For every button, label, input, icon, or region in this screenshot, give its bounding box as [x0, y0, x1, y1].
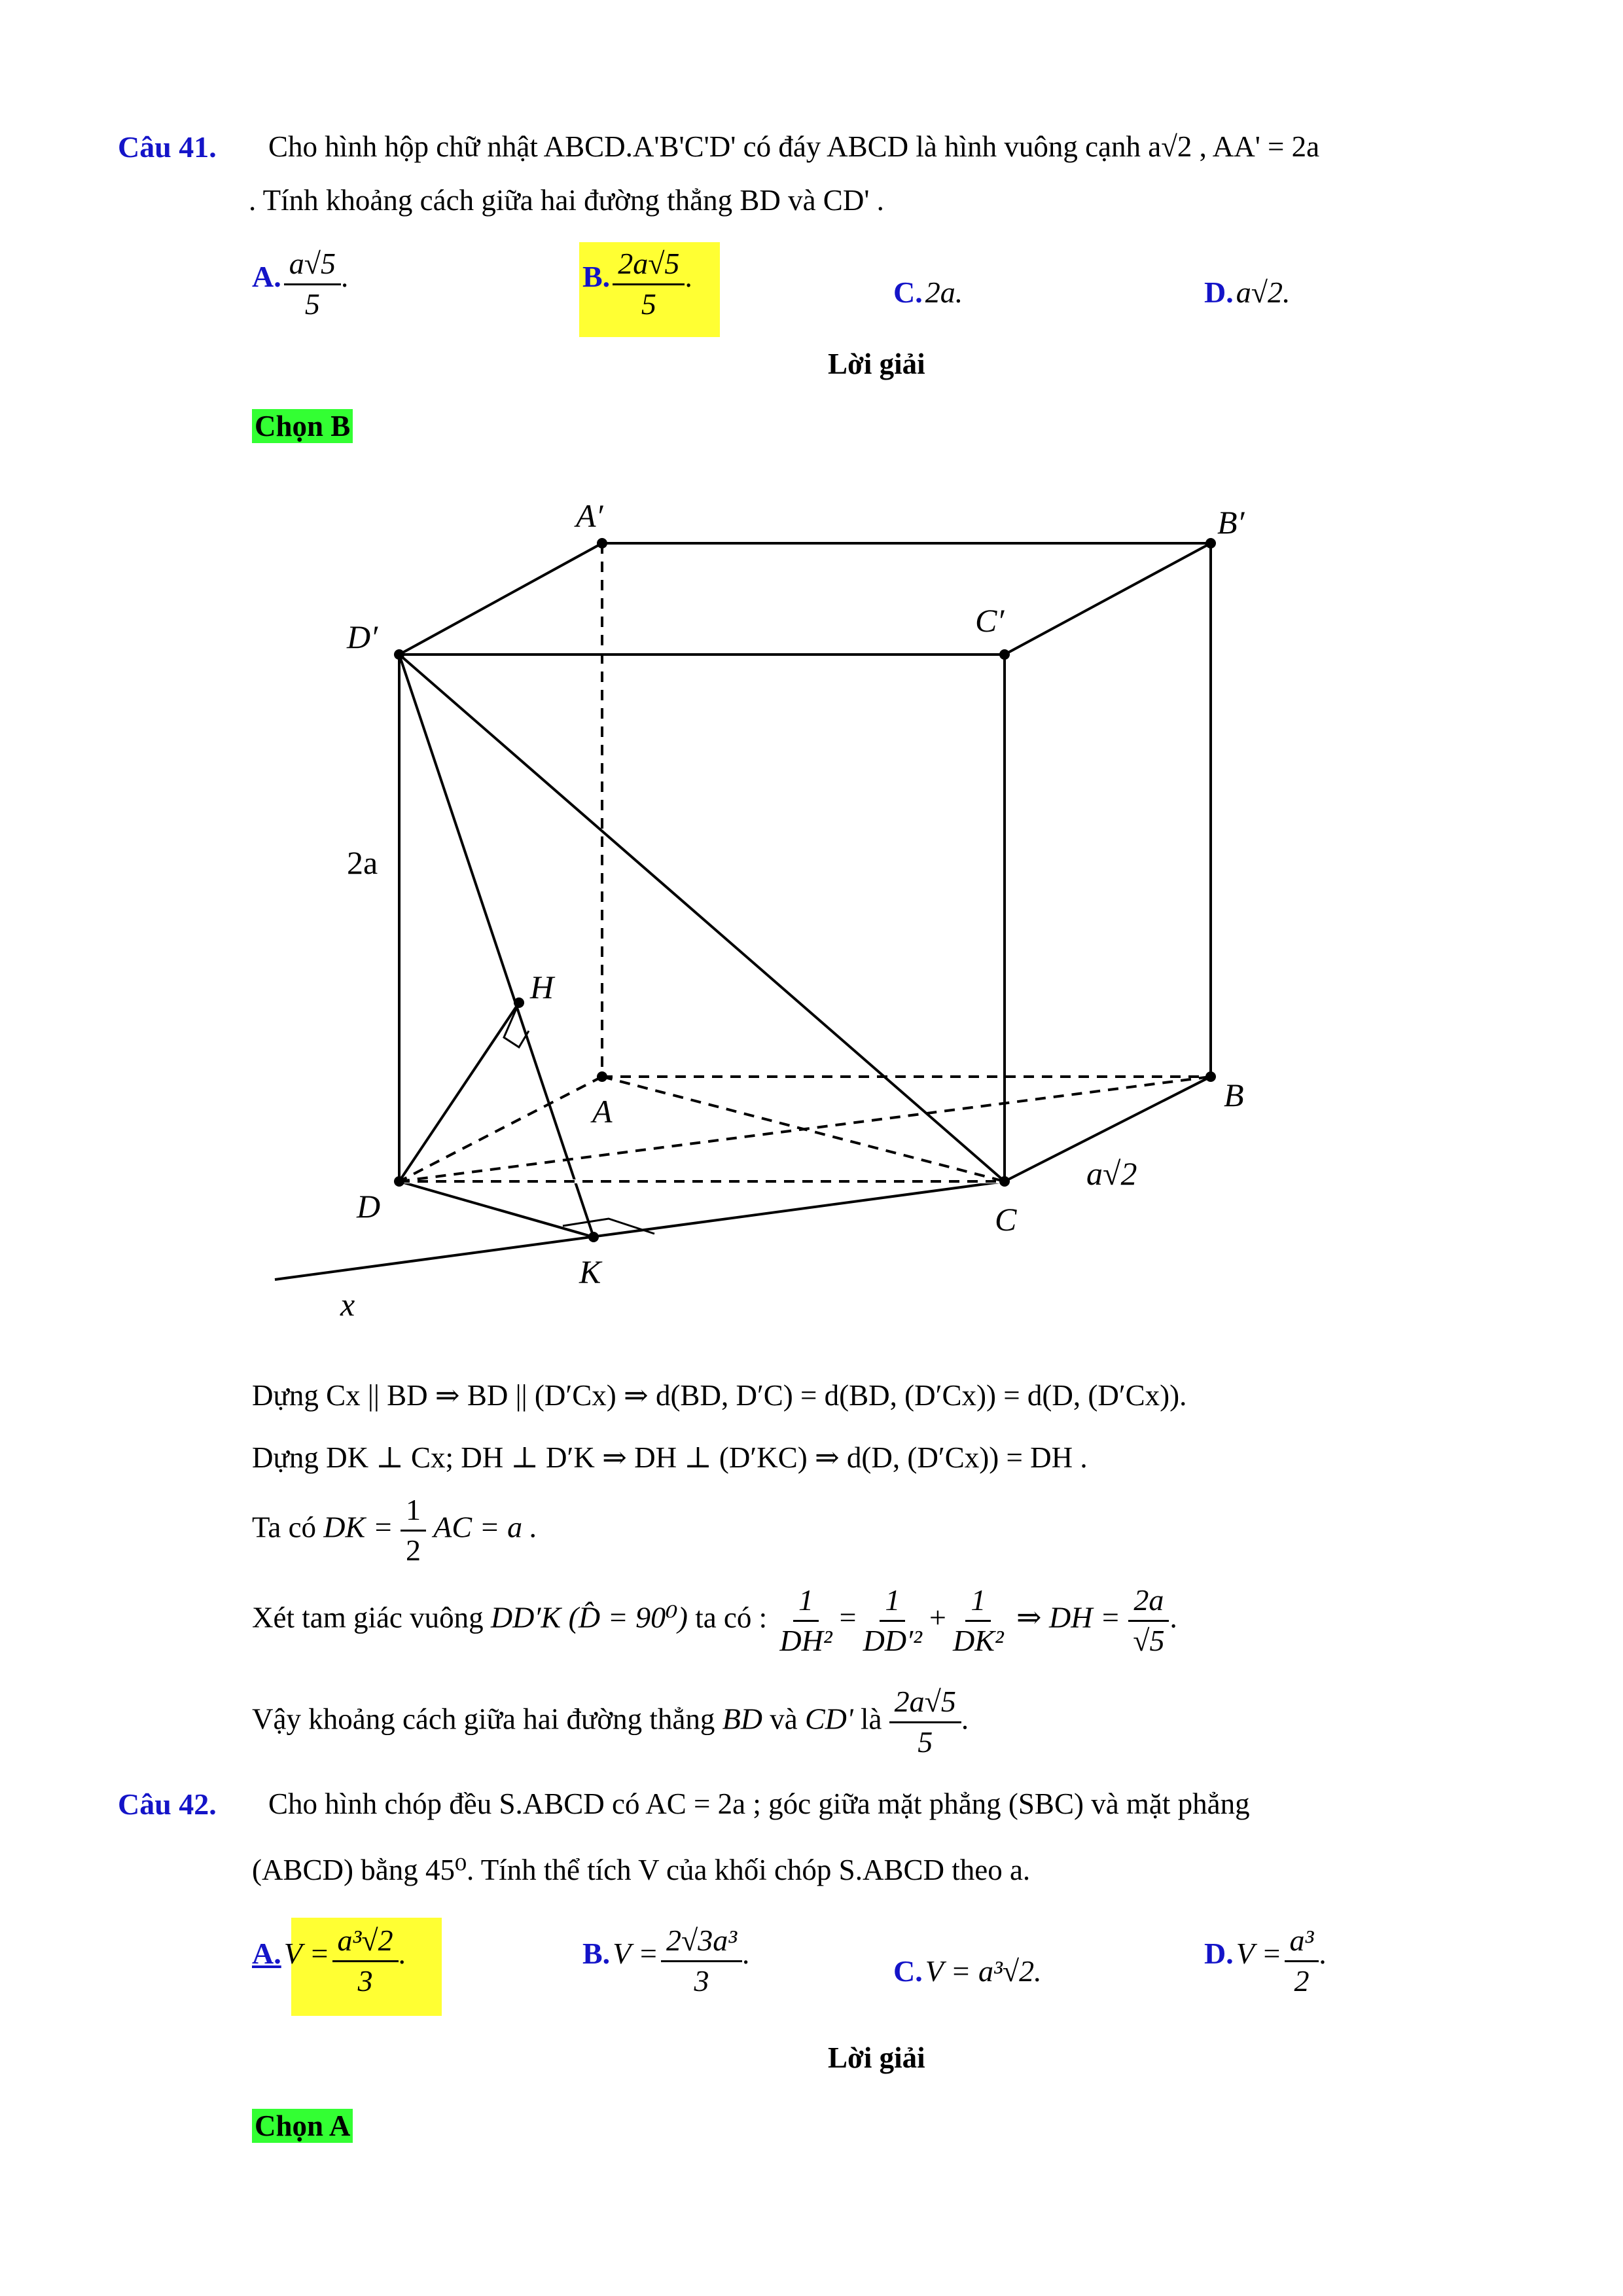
q42-option-b-fraction	[661, 1924, 742, 1998]
label-d: D	[357, 1188, 381, 1225]
segment-dk	[399, 1181, 594, 1237]
q41-step-4: Xét tam giác vuông DD′K (D̂ = 90⁰) ta có : $\frac{1}{\text{DH²}}$ = $\frac{1}{\text{DD′²}}$ + $\frac{1}{\text{DK²}}$ ⇒ DH = $\frac{2a}{√5}$ .	[252, 1583, 1177, 1657]
q42-option-d-suffix: .	[1319, 1937, 1327, 1970]
q41-step-4-tac: ta có :	[695, 1601, 768, 1634]
q42-chosen-answer: Chọn A	[252, 2109, 353, 2143]
q42-option-b-num: 2√3a³	[661, 1924, 742, 1962]
q42-option-b-label: B.	[582, 1936, 611, 1970]
label-c1: C′	[975, 602, 1005, 639]
q41-step-5: Vậy khoảng cách giữa hai đường thẳng BD và CD' là $\frac{2a√5}{5}$ .	[252, 1685, 969, 1759]
point-b1	[1205, 538, 1216, 548]
q42-option-d[interactable]	[1204, 1924, 1327, 1998]
q42-option-a-num: a³√2	[332, 1924, 399, 1962]
q41-step-5-answer	[889, 1685, 961, 1759]
label-x: x	[340, 1286, 355, 1323]
q41-solution-heading: Lời giải	[828, 348, 925, 380]
label-edge-a-sqrt2: a√2	[1086, 1155, 1137, 1192]
q42-option-a-den: 3	[357, 1964, 373, 1998]
q41-step-4-d1: DH²	[779, 1623, 832, 1657]
q41-option-a-num: a√5	[284, 247, 341, 285]
question-41-label: Câu 41.	[118, 130, 217, 164]
q41-step-5-la: là	[860, 1702, 882, 1736]
q42-option-b-lhs: V =	[613, 1936, 658, 1970]
q41-step-4-n3: 1	[965, 1584, 991, 1622]
q41-step-4-d3: DK²	[953, 1623, 1004, 1657]
q42-option-d-lhs: V =	[1236, 1936, 1282, 1970]
label-a: A	[592, 1093, 613, 1130]
q41-step-2: Dựng DK ⊥ Cx; DH ⊥ D′K ⇒ DH ⊥ (D′KC) ⇒ d(D, (D′Cx)) = DH .	[252, 1441, 1088, 1474]
point-k	[588, 1232, 599, 1242]
q41-step-3-half-den: 2	[406, 1533, 421, 1567]
label-d1: D′	[347, 619, 378, 655]
label-b1: B′	[1217, 504, 1245, 541]
q42-option-c-value: V = a³√2.	[925, 1954, 1042, 1988]
question-41-stem-line1: Cho hình hộp chữ nhật ABCD.A'B'C'D' có đáy ABCD là hình vuông cạnh a√2 , AA' = 2a	[268, 130, 1320, 163]
q41-option-a-suffix: .	[340, 260, 349, 293]
q41-option-b-num: 2a√5	[613, 247, 685, 285]
q42-option-d-num: a³	[1285, 1924, 1319, 1962]
q41-option-a-den: 5	[304, 287, 320, 321]
q41-step-5-prefix: Vậy khoảng cách giữa hai đường thẳng	[252, 1702, 715, 1736]
q41-step-5-full	[252, 1685, 253, 1686]
point-c	[999, 1176, 1010, 1187]
q41-option-b-den: 5	[641, 287, 656, 321]
q41-step-5-bd: BD	[722, 1702, 762, 1736]
point-h	[514, 997, 524, 1008]
q42-solution-heading: Lời giải	[828, 2041, 925, 2074]
q41-step-4-dh	[1128, 1584, 1169, 1657]
point-d1	[394, 649, 404, 660]
q41-option-c-label: C.	[893, 276, 923, 309]
q41-step-4-prefix: Xét tam giác vuông	[252, 1601, 484, 1634]
label-height-2a: 2a	[347, 844, 378, 881]
label-h: H	[530, 969, 554, 1005]
q41-option-c-value: 2a.	[925, 276, 963, 309]
q42-option-a[interactable]	[252, 1924, 406, 1998]
line-cx	[275, 1181, 1005, 1280]
q41-step-3-prefix: Ta có	[252, 1511, 317, 1544]
q41-step-4-d2: DD′²	[863, 1623, 922, 1657]
point-a	[597, 1071, 607, 1082]
q41-step-3-half	[401, 1494, 426, 1567]
edge-c1b1	[1005, 543, 1211, 655]
q41-step-4-frac1	[774, 1584, 837, 1657]
segment-dh	[399, 1003, 519, 1181]
q41-step-3	[252, 1494, 537, 1567]
q42-option-a-lhs: V =	[283, 1936, 330, 1970]
label-b: B	[1224, 1077, 1244, 1113]
q41-step-4-n2: 1	[880, 1584, 905, 1622]
label-a1: A′	[576, 497, 603, 534]
point-c1	[999, 649, 1010, 660]
q41-step-3-half-num: 1	[401, 1494, 426, 1532]
q41-step-4-frac2	[858, 1584, 927, 1657]
right-angle-h	[504, 1003, 529, 1047]
label-k: K	[579, 1253, 601, 1290]
q42-option-b[interactable]	[582, 1924, 749, 1998]
q41-option-a-label: A.	[252, 259, 281, 293]
q41-step-4-result: ⇒ DH =	[1016, 1600, 1120, 1634]
q41-option-d-value: a√2.	[1236, 276, 1291, 309]
q42-option-a-suffix: .	[398, 1937, 406, 1970]
q42-option-b-den: 3	[694, 1964, 709, 1998]
q42-option-b-suffix: .	[742, 1937, 750, 1970]
q41-chosen-answer: Chọn B	[252, 409, 353, 443]
question-42-label: Câu 42.	[118, 1787, 217, 1821]
q41-step-1: Dựng Cx || BD ⇒ BD || (D′Cx) ⇒ d(BD, D′C) = d(BD, (D′Cx)) = d(D, (D′Cx)).	[252, 1379, 1187, 1412]
q41-step-4-frac3	[948, 1584, 1009, 1657]
q41-step-4-rn: 2a	[1128, 1584, 1169, 1622]
question-42-stem-line1: Cho hình chóp đều S.ABCD có AC = 2a ; góc giữa mặt phẳng (SBC) và mặt phẳng	[268, 1787, 1250, 1820]
q41-step-5-cd: CD'	[804, 1702, 853, 1736]
question-41-stem-line2: . Tính khoảng cách giữa hai đường thẳng BD và CD' .	[249, 184, 884, 217]
q42-option-d-den: 2	[1294, 1964, 1310, 1998]
q41-option-b-suffix: .	[685, 260, 692, 293]
q41-step-4-triangle: DD′K (D̂ = 90⁰)	[490, 1600, 688, 1634]
q42-option-c-label: C.	[893, 1954, 923, 1988]
q41-step-4-rd: √5	[1133, 1623, 1165, 1657]
label-c: C	[995, 1201, 1017, 1238]
edge-ad-hidden	[399, 1077, 602, 1181]
point-a1	[597, 538, 607, 548]
q41-step-4-n1: 1	[793, 1584, 819, 1622]
point-b	[1205, 1071, 1216, 1082]
edge-d1a1	[399, 543, 602, 655]
q41-option-d-label: D.	[1204, 276, 1234, 309]
q42-option-a-fraction	[332, 1924, 399, 1998]
q41-step-5-num: 2a√5	[889, 1685, 961, 1723]
q41-step-3-rhs: AC = a .	[433, 1510, 538, 1544]
point-d	[394, 1176, 404, 1187]
q42-option-d-label: D.	[1204, 1936, 1234, 1970]
q41-step-5-va: và	[770, 1702, 798, 1736]
segment-d1c	[399, 655, 1005, 1181]
question-42-stem-line2: (ABCD) bằng 45⁰. Tính thể tích V của khối chóp S.ABCD theo a.	[252, 1854, 1031, 1886]
q41-step-3-lhs: DK =	[323, 1510, 393, 1544]
q41-option-b-label: B.	[582, 259, 611, 293]
segment-d1k	[399, 655, 594, 1237]
q42-option-d-fraction	[1285, 1924, 1319, 1998]
q41-step-4-full	[252, 1584, 253, 1585]
q41-step-5-den: 5	[918, 1725, 933, 1759]
q42-option-a-label: A.	[252, 1936, 281, 1970]
q42-option-c[interactable]	[893, 1954, 1042, 1988]
